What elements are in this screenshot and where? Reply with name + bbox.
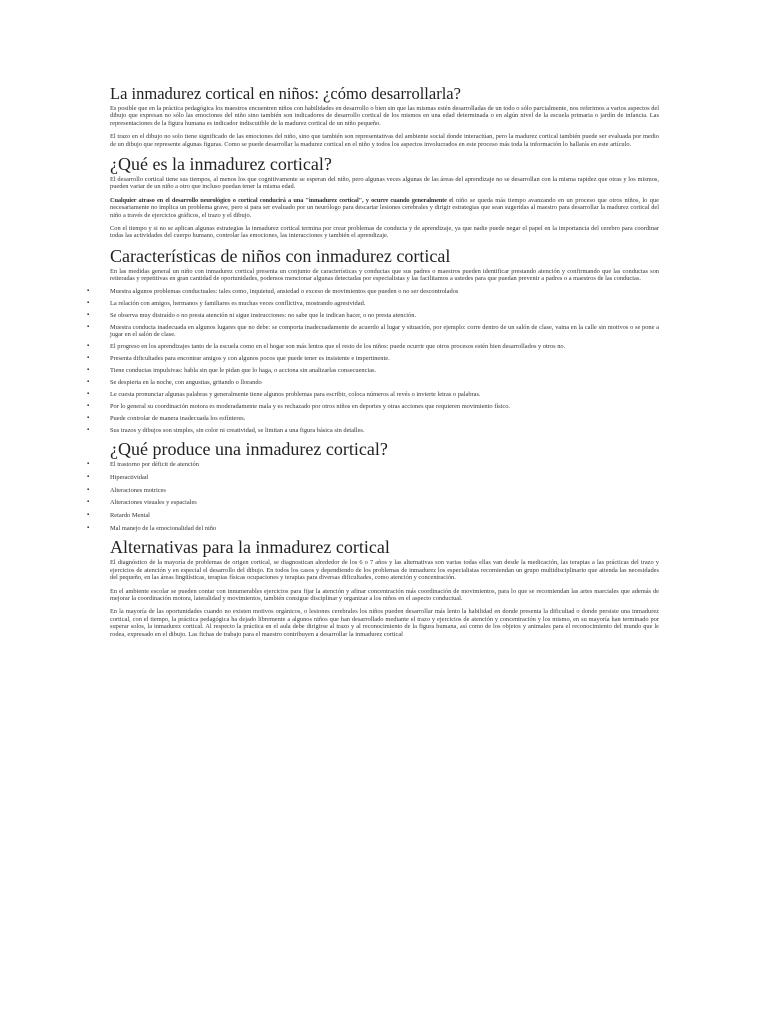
list-item-text: El trastorno por déficit de atención: [110, 461, 199, 469]
paragraph-mixed: [110, 197, 659, 219]
list-item: [87, 427, 659, 435]
list-item-text: Se despierta en la noche, con angustias, gritando o llorando: [110, 379, 262, 387]
list-item-text: Alteraciones visuales y espaciales: [110, 499, 197, 507]
section-title-intro: La inmadurez cortical en niños: ¿cómo desarrollarla?: [110, 84, 461, 103]
text-run: l niño se queda más tiempo avanzando en un proceso que otros niños, lo que necesariamente no implica un problema grave, pero si para ser evaluado por un neurólogo para descartar lesiones cerebrales y dirigir estrategias que sean sugeridas al maestro para desarrollar la madurez cortical del niño a través de ejercicios gráficos, el trazo y el dibujo.: [110, 196, 660, 219]
list-item: [87, 473, 659, 481]
list-item: [87, 343, 659, 351]
bullet-icon: ▪: [87, 427, 90, 434]
paragraph: El trazo en el dibujo no solo tiene significado de las emociones del niño, sino que también son representativas del ambiente social donde interactúan, pero la madurez cortical también puede ser evaluada por medio de un dibujo que represente algunas figuras. Como se puede desarrollar la madurez cortical en el niño y todos los aspectos involucrados en este proceso más toda la información lo hallarás en este artículo.: [110, 133, 659, 148]
list-item-text: La relación con amigos, hermanos y familiares es muchas veces conflictiva, mostrando agresividad.: [110, 299, 366, 307]
list-item: [87, 391, 659, 399]
document-page: [87, 84, 660, 644]
list-item: [87, 499, 659, 507]
bullet-icon: ▪: [87, 343, 90, 350]
paragraph: Es posible que en la práctica pedagógica los maestros encuentren niños con habilidades en desarrollo o bien sin que las mismas estén desarrolladas de un todo o sólo parcialmente, nos referimos a varios aspectos del dibujo que expresan no sólo las emociones del niño sino también son indicadores de desarrollo cortical de los mismos en una edad determinada o en algún nivel de la escuela primaria o jardín de infancia. Las representaciones de la figura humana es indicador indiscutible de la madurez cortical de un niño pequeño.: [110, 105, 659, 127]
list-item: [87, 415, 659, 423]
section-title-causes: ¿Qué produce una inmadurez cortical?: [110, 439, 388, 460]
bullet-icon: ▪: [87, 524, 90, 531]
list-item-text: Retardo Mental: [110, 511, 150, 519]
causes-list: [87, 461, 659, 532]
paragraph: En la mayoría de las oportunidades cuando no existen motivos orgánicos, o lesiones cerebrales los niños pueden desarrollar más lento la habilidad en donde presenta la dificultad o donde persiste una inmadurez cortical, con el tiempo, la práctica pedagógica ha dejado libremente a algunos niños que han desarrollado mediante el trazo y ejercicios de atención y concentración y los mismo, en su mayoría han terminado por superar solos, la inmadurez cortical. Al respecto la práctica en el aula debe dirigirse al trazo y al reconocimiento de la figura humana, así como de los objetos y animales para el reconocimiento del mundo que le rodea, expresado en el dibujo. Las fichas de trabajo para el maestro contribuyen a desarrollar la inmadurez cortical: [110, 608, 659, 638]
list-item-text: Hiperactividad: [110, 473, 148, 481]
bullet-icon: ▪: [87, 391, 90, 398]
paragraph: En el ambiente escolar se pueden contar con innumerables ejercicios para fijar la atención y afinar concentración más coordinación de movimientos, para lo que se recomiendan las artes marciales que además de mejorar la coordinación motora, lateralidad y movimientos, también consigue disciplinar y organizar a los niños en el aspecto conductual.: [110, 587, 659, 602]
bullet-icon: ▪: [87, 287, 90, 294]
list-item: [87, 403, 659, 411]
list-item-text: Le cuesta pronunciar algunas palabras y generalmente tiene algunos problemas para escribir, coloca números al revés o invierte letras o palabras.: [110, 391, 481, 399]
list-item-text: Puede controlar de manera inadecuada los esfínteres.: [110, 415, 246, 423]
bullet-icon: ▪: [87, 323, 90, 330]
bullet-icon: ▪: [87, 461, 90, 468]
list-item-text: Alteraciones motrices: [110, 486, 166, 494]
bold-text-run: Cualquier atraso en el desarrollo neurológico o cortical conducirá a una "inmadurez cortical", y ocurre cuando generalmente e: [110, 196, 452, 204]
list-item-text: Mal manejo de la emocionalidad del niño: [110, 524, 217, 532]
list-item: [87, 323, 659, 339]
bullet-icon: ▪: [87, 499, 90, 506]
bullet-icon: ▪: [87, 473, 90, 480]
list-item-text: El progreso en los aprendizajes tanto de la escuela como en el hogar son más lentos que el resto de los niños: puede ocurrir que otros procesos estén bien desarrollados y otros no.: [110, 343, 566, 351]
paragraph: En las medidas general un niño con inmadurez cortical presenta un conjunto de características y conductas que sus padres o maestros pueden identificar prestando atención y confirmando que las conductas son reiteradas y repetitivas en gran cantidad de oportunidades, podemos mencionar algunas detectadas por especialistas y las facilitamos a ustedes para que puedan prevenir a padres o a maestros de las conductas.: [110, 267, 659, 283]
list-item-text: Se observa muy distraído o no presta atención ni sigue instrucciones: no sabe que le indican hacer, o no presta atención.: [110, 311, 417, 319]
list-item: [87, 287, 659, 295]
list-item: [87, 379, 659, 387]
bullet-icon: ▪: [87, 299, 90, 306]
list-item: [87, 524, 659, 532]
paragraph: El diagnóstico de la mayoría de problemas de origen cortical, se diagnostican alrededor de los 6 o 7 años y las alternativas son varias todas ellas van desde la medicación, las terapias a las prácticas del trazo y ejercicios de atención y en especial el desarrollo del dibujo. En todos los casos y dependiendo de los problemas de inmadurez los especialistas recomiendan un grupo multidisciplinario que atienda las necesidades del pequeño, en las áreas lingüísticas, terapias físicas ocupaciones y terapias para diversas dificultades, como atención y concentración.: [110, 559, 659, 582]
section-title-definition: ¿Qué es la inmadurez cortical?: [110, 154, 332, 175]
list-item: [87, 511, 659, 519]
bullet-icon: ▪: [87, 311, 90, 318]
bullet-icon: ▪: [87, 486, 90, 493]
bullet-icon: ▪: [87, 415, 90, 422]
list-item-text: Por lo general su coordinación motora es moderadamente mala y es rechazado por otros niños en deportes y otras acciones que requieren movimiento físico.: [110, 403, 510, 411]
bullet-icon: ▪: [87, 355, 90, 362]
list-item: [87, 461, 659, 469]
section-title-characteristics: Características de niños con inmadurez cortical: [110, 245, 451, 266]
list-item-text: Presenta dificultades para encontrar amigos y con algunos pocos que puede tener es insistente e impertinente.: [110, 355, 390, 363]
characteristics-list: [87, 287, 659, 435]
list-item: [87, 486, 659, 494]
paragraph: El desarrollo cortical tiene sus tiempos, al menos los que cognitivamente se esperan del niño, pero algunas veces algunas de las áreas del aprendizaje no se desarrollan con la misma rapidez que otras y los mismos, pueden variar de un niño a otro que incluso puedan tener la misma edad.: [110, 176, 659, 191]
list-item-text: Sus trazos y dibujos son simples, sin color ni creatividad, se limitan a una figura básica sin detalles.: [110, 427, 365, 435]
list-item-text: Tiene conductas impulsivas: habla sin que le pidan que lo haga, o acciona sin analizarlas consecuencias.: [110, 367, 377, 375]
list-item-text: Muestra algunos problemas conductuales: tales como, inquietud, ansiedad o exceso de movimientos que pueden o no ser descontrolados: [110, 287, 459, 295]
bullet-icon: ▪: [87, 367, 90, 374]
paragraph: Con el tiempo y si no se aplican algunas estrategias la inmadurez cortical termina por crear problemas de conducta y de aprendizaje, ya que nadie puede negar el papel en la importancia del cerebro para coordinar todas las actividades del cuerpo humano, controlar las emociones, las interacciones y también el aprendizaje.: [110, 225, 659, 240]
list-item: [87, 311, 659, 319]
list-item: [87, 299, 659, 307]
section-title-alternatives: Alternativas para la inmadurez cortical: [110, 537, 390, 558]
bullet-icon: ▪: [87, 403, 90, 410]
bullet-icon: ▪: [87, 511, 90, 518]
list-item: [87, 367, 659, 375]
list-item: [87, 355, 659, 363]
list-item-text: Muestra conducta inadecuada en algunos lugares que no debe: se comporta inadecuadamente de acuerdo al lugar y situación, por ejemplo: corre dentro de un salón de clase, vaina en la calle sin motivos o se pone a jugar en el salón de clase.: [110, 323, 659, 339]
bullet-icon: ▪: [87, 379, 90, 386]
